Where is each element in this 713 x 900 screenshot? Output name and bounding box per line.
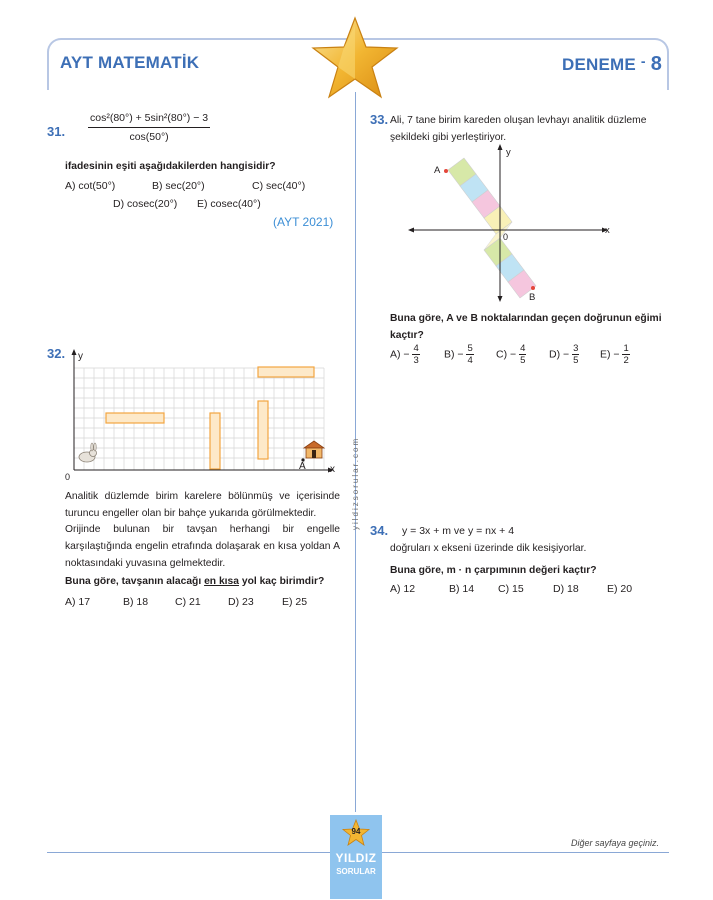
exam-number: 8 bbox=[650, 53, 663, 75]
q33-option-c-den: 5 bbox=[520, 355, 526, 366]
q34-option-e[interactable]: E) 20 bbox=[607, 583, 633, 595]
q34-option-a[interactable]: A) 12 bbox=[390, 583, 416, 595]
q33-option-d-letter: D) − bbox=[549, 348, 570, 361]
q33-option-d-num: 3 bbox=[573, 343, 579, 354]
star-logo-icon bbox=[310, 16, 400, 100]
q32-question-emphasis: en kısa bbox=[204, 576, 239, 587]
q32-option-a[interactable]: A) 17 bbox=[65, 596, 91, 608]
q33-option-b-den: 4 bbox=[467, 355, 473, 366]
q32-number: 32. bbox=[47, 346, 66, 361]
q33-plate-diagram bbox=[400, 140, 620, 305]
q33-option-a-den: 3 bbox=[413, 355, 419, 366]
q32-text-2: Orijinde bulunan bir tavşan herhangi bir engelle karşılaştığında engelin etrafında dolaşarak en kısa yoldan A noktasındaki yuvasına gelmektedir. bbox=[65, 524, 340, 569]
q33-option-c-letter: C) − bbox=[496, 348, 517, 361]
website-watermark: yildizsorular.com bbox=[351, 436, 360, 530]
q33-question: Buna göre, A ve B noktalarından geçen doğrunun eğimi kaçtır? bbox=[390, 313, 662, 341]
q34-option-c[interactable]: C) 15 bbox=[498, 583, 524, 595]
q33-option-b-letter: B) − bbox=[444, 348, 464, 361]
q33-option-e-den: 2 bbox=[623, 355, 629, 366]
q33-option-d[interactable] bbox=[549, 343, 579, 366]
page-number: 94 bbox=[351, 827, 361, 836]
q33-option-d-den: 5 bbox=[573, 355, 579, 366]
q31-option-b[interactable]: B) sec(20°) bbox=[152, 180, 205, 192]
exam-label: DENEME bbox=[562, 55, 636, 74]
q32-axis-x: x bbox=[330, 464, 335, 475]
q32-axis-y: y bbox=[78, 351, 83, 362]
q33-option-e-letter: E) − bbox=[600, 348, 620, 361]
q33-option-a[interactable] bbox=[390, 343, 420, 366]
logo-line-1: YILDIZ bbox=[335, 851, 377, 865]
q31-source: (AYT 2021) bbox=[273, 215, 334, 229]
q31-prompt: ifadesinin eşiti aşağıdakilerden hangisidir? bbox=[65, 161, 276, 172]
q33-origin: 0 bbox=[503, 232, 509, 242]
q33-option-c-num: 4 bbox=[520, 343, 526, 354]
q33-number: 33. bbox=[370, 112, 389, 127]
q33-axis-x: x bbox=[605, 225, 610, 236]
q33-text: Ali, 7 tane birim kareden oluşan levhayı analitik düzleme şekildeki gibi yerleştiriyor. bbox=[390, 115, 647, 143]
q33-option-a-num: 4 bbox=[413, 343, 419, 354]
q31-option-a[interactable]: A) cot(50°) bbox=[65, 180, 116, 192]
exam-title: DENEME - 8 bbox=[562, 53, 663, 75]
q32-origin: 0 bbox=[65, 472, 71, 482]
q32-option-d[interactable]: D) 23 bbox=[228, 596, 254, 608]
footer-logo-box bbox=[330, 815, 382, 899]
subject-title: AYT MATEMATİK bbox=[60, 53, 200, 72]
q33-option-b[interactable] bbox=[444, 343, 474, 366]
q32-question-post: yol kaç birimdir? bbox=[238, 576, 325, 587]
q32-point-a: A bbox=[299, 461, 306, 472]
q33-option-a-letter: A) − bbox=[390, 348, 410, 361]
q34-question: Buna göre, m · n çarpımının değeri kaçtır? bbox=[390, 565, 597, 576]
q33-point-b: B bbox=[529, 292, 536, 303]
house-icon bbox=[304, 441, 324, 458]
q32-question bbox=[65, 573, 350, 590]
q33-point-a: A bbox=[434, 165, 441, 176]
rabbit-icon bbox=[79, 443, 97, 462]
logo-line-2: SORULAR bbox=[336, 867, 376, 876]
q32-text-1: Analitik düzlemde birim karelere bölünmüş ve içerisinde turuncu engeller olan bir bahçe yukarıda görülmektedir. bbox=[65, 491, 340, 519]
next-page-note: Diğer sayfaya geçiniz. bbox=[571, 838, 660, 848]
q31-expression bbox=[88, 112, 210, 143]
q34-text: doğruları x ekseni üzerinde dik kesişiyorlar. bbox=[390, 543, 587, 554]
q31-option-e[interactable]: E) cosec(40°) bbox=[197, 198, 261, 210]
q33-option-e[interactable] bbox=[600, 343, 630, 366]
point-a-marker bbox=[444, 169, 448, 173]
q34-equations: y = 3x + m ve y = nx + 4 bbox=[402, 525, 515, 537]
q33-option-b-num: 5 bbox=[467, 343, 473, 354]
q32-question-pre: Buna göre, tavşanın alacağı bbox=[65, 576, 205, 587]
point-b-marker bbox=[531, 286, 535, 290]
q34-number: 34. bbox=[370, 523, 389, 538]
q32-option-b[interactable]: B) 18 bbox=[123, 596, 149, 608]
q33-axis-y: y bbox=[506, 147, 511, 158]
q31-denominator: cos(50°) bbox=[129, 131, 169, 143]
q32-option-c[interactable]: C) 21 bbox=[175, 596, 201, 608]
q31-option-c[interactable]: C) sec(40°) bbox=[252, 180, 306, 192]
q33-option-e-num: 1 bbox=[623, 343, 629, 354]
q32-option-e[interactable]: E) 25 bbox=[282, 596, 308, 608]
q31-number: 31. bbox=[47, 124, 66, 139]
q31-numerator: cos²(80°) + 5sin²(80°) − 3 bbox=[88, 112, 210, 128]
q34-option-d[interactable]: D) 18 bbox=[553, 583, 579, 595]
q33-option-c[interactable] bbox=[496, 343, 526, 366]
q31-option-d[interactable]: D) cosec(20°) bbox=[113, 198, 178, 210]
q34-option-b[interactable]: B) 14 bbox=[449, 583, 475, 595]
